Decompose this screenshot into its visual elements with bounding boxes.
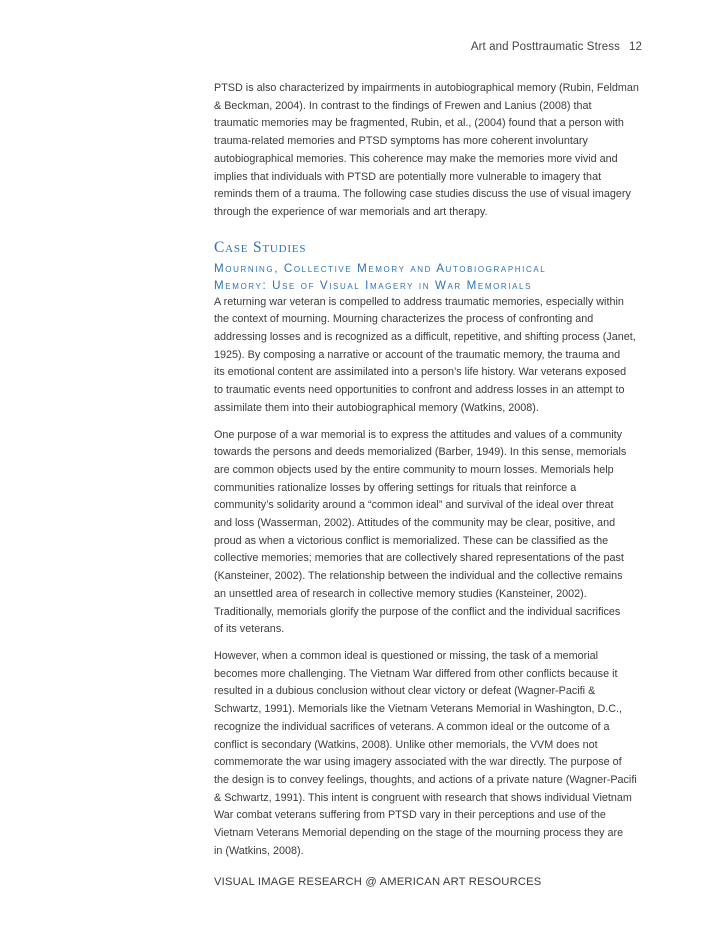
text-line: & Beckman, 2004). In contrast to the findings of Frewen and Lanius (2008) that: [214, 99, 592, 112]
paragraph-vietnam: [214, 648, 644, 860]
page-number: 12: [629, 41, 642, 53]
page-footer: VISUAL IMAGE RESEARCH @ AMERICAN ART RESOURCES: [214, 876, 542, 888]
text-line: conflict is secondary (Watkins, 2008). Unlike other memorials, the VVM does not: [214, 738, 598, 751]
running-header: [471, 41, 642, 53]
running-title: Art and Posttraumatic Stress: [470, 41, 620, 53]
text-line: commemorate the war using imagery associated with the war directly. The purpose of: [214, 756, 622, 769]
text-line: recognize the individual sacrifices of veterans. A common ideal or the outcome of a: [214, 720, 610, 733]
text-line: reminds them of a trauma. The following case studies discuss the use of visual imagery: [214, 188, 631, 201]
paragraph-intro: [214, 80, 644, 222]
text-line: Traditionally, memorials glorify the purpose of the conflict and the individual sacrifices: [214, 605, 621, 618]
text-line: through the experience of war memorials and art therapy.: [214, 205, 488, 218]
text-line: 1925). By composing a narrative or account of the traumatic memory, the trauma and: [214, 348, 621, 361]
text-line: assimilate them into their autobiographical memory (Watkins, 2008).: [214, 401, 539, 414]
text-line: Schwartz, 1991). Memorials like the Vietnam Veterans Memorial in Washington, D.C.,: [214, 703, 623, 716]
text-line: (Kansteiner, 2002). The relationship between the individual and the collective remains: [214, 570, 623, 583]
text-line: traumatic memories may be fragmented, Rubin, et al., (2004) found that a person with: [214, 117, 624, 130]
text-line: However, when a common ideal is questioned or missing, the task of a memorial: [214, 649, 599, 662]
text-line: collective memories; memories that are collectively shared representations of the past: [214, 552, 624, 565]
text-line: and loss (Wasserman, 2002). Attitudes of the community may be clear, positive, and: [214, 517, 616, 530]
text-line: its emotional content are assimilated into a person’s life history. War veterans exposed: [214, 366, 627, 379]
subsection-heading-line: Mourning, Collective Memory and Autobiographical: [214, 261, 547, 275]
text-line: in (Watkins, 2008).: [214, 844, 304, 857]
main-content: [214, 80, 644, 860]
text-line: of its veterans.: [214, 623, 285, 636]
text-line: War combat veterans suffering from PTSD vary in their perceptions and use of the: [214, 809, 606, 822]
text-line: proud as when a victorious conflict is memorialized. These can be classified as the: [214, 534, 609, 547]
subsection-heading-line: Memory: Use of Visual Imagery in War Memorials: [214, 278, 533, 292]
text-line: addressing losses and is recognized as a difficult, repetitive, and shifting process (Janet,: [214, 331, 636, 344]
subsection-heading: [214, 260, 644, 294]
text-line: to traumatic events need opportunities to confront and address losses in an attempt to: [214, 384, 625, 397]
paragraph-mourning: [214, 294, 644, 418]
text-line: PTSD is also characterized by impairments in autobiographical memory (Rubin, Feldman: [214, 82, 639, 94]
text-line: the design is to convey feelings, thoughts, and actions of a private nature (Wagner-Pacifi: [214, 773, 637, 786]
text-line: implies that individuals with PTSD are potentially more vulnerable to imagery that: [214, 170, 602, 183]
paragraph-war-memorial: [214, 427, 644, 639]
text-line: One purpose of a war memorial is to express the attitudes and values of a community: [214, 428, 623, 441]
text-line: becomes more challenging. The Vietnam War differed from other conflicts because it: [214, 667, 618, 680]
text-line: autobiographical memories. This coherence may make the memories more vivid and: [214, 152, 618, 165]
text-line: & Schwartz, 1991). This intent is congruent with research that shows individual Vietnam: [214, 791, 632, 804]
text-line: an unsettled area of research in collective memory studies (Kansteiner, 2002).: [214, 587, 587, 600]
text-line: community’s solidarity around a “common ideal” and survival of the ideal over threat: [214, 499, 614, 512]
text-line: resulted in a dubious conclusion without clear victory or defeat (Wagner-Pacifi &: [214, 685, 596, 698]
text-line: communities rationalize losses by offering settings for rituals that reinforce a: [214, 481, 577, 494]
text-line: Vietnam Veterans Memorial depending on the stage of the mourning process they are: [214, 827, 624, 840]
text-line: are common objects used by the entire community to mourn losses. Memorials help: [214, 463, 614, 476]
text-line: towards the persons and deeds memorialized (Barber, 1949). In this sense, memorials: [214, 446, 627, 459]
text-line: the context of mourning. Mourning characterizes the process of confronting and: [214, 313, 594, 326]
text-line: A returning war veteran is compelled to address traumatic memories, especially within: [214, 295, 624, 308]
section-heading: Case Studies: [214, 238, 307, 256]
text-line: trauma-related memories and PTSD symptoms has more coherent involuntary: [214, 135, 588, 148]
